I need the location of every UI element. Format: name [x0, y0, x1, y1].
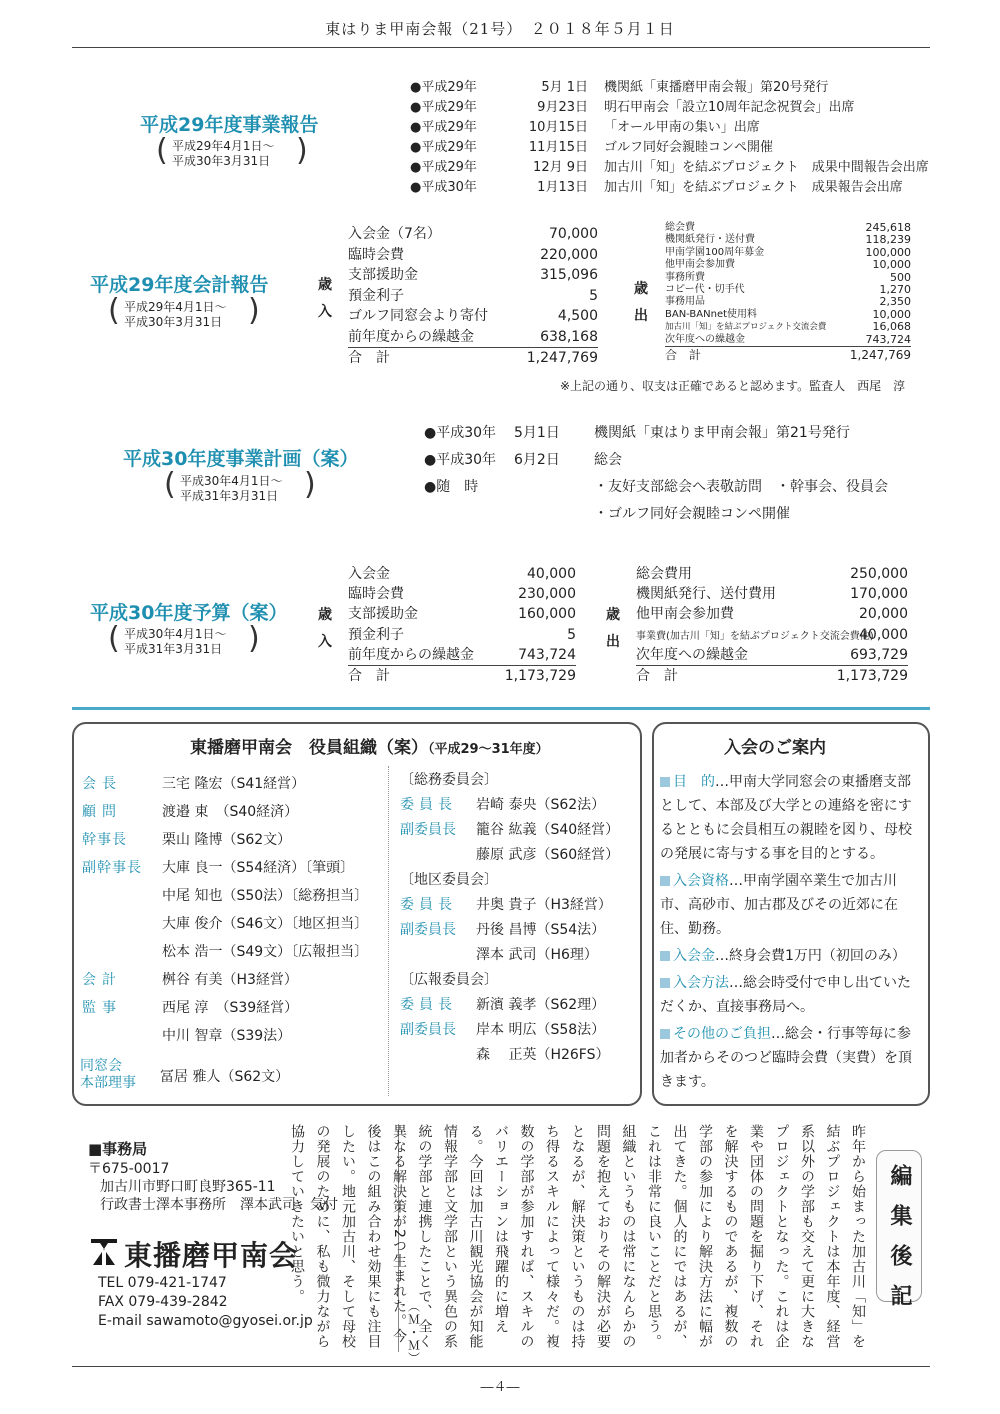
budget30-expense-table — [636, 564, 908, 686]
report29-period: 平成29年4月1日〜 平成30年3月31日 — [172, 139, 275, 168]
officer-row — [82, 798, 382, 826]
finance-amount: 500 — [890, 270, 911, 284]
committee-member-name: 藤原 武彦（S60経営） — [476, 847, 620, 863]
finance-amount: 2,350 — [879, 295, 911, 309]
finance-total-row — [636, 665, 908, 686]
office-label: ■事務局 — [88, 1140, 148, 1158]
report29-title: 平成29年度事業報告 — [140, 114, 319, 136]
bullet-square-icon — [660, 1029, 670, 1039]
finance-row — [636, 564, 908, 584]
office-tel: TEL 079-421-1747 — [98, 1275, 227, 1291]
committee-heading — [400, 768, 632, 793]
officer-row — [82, 770, 382, 798]
finance-total-amount: 1,173,729 — [836, 667, 908, 684]
account29-expense-table — [665, 222, 911, 363]
plan30-period: 平成30年4月1日〜 平成31年3月31日 — [180, 474, 283, 503]
finance-amount: 16,068 — [872, 320, 911, 334]
event-date: 5月 1日 — [541, 80, 588, 95]
committee-member-name: 籠谷 紘義（S40経営） — [476, 822, 620, 838]
event-date: 9月23日 — [537, 100, 588, 115]
join-item — [660, 770, 920, 866]
event-year: ●平成29年 — [410, 80, 477, 95]
finance-row — [665, 296, 911, 308]
finance-row — [665, 234, 911, 246]
finance-amount: 638,168 — [540, 328, 598, 345]
event-year: ●平成29年 — [410, 160, 477, 175]
finance-row — [665, 259, 911, 271]
officer-name: 三宅 隆宏（S41経営） — [162, 776, 306, 792]
finance-item: BAN-BANnet使用料 — [665, 308, 758, 320]
plan-desc: 機関紙「東はりま甲南会報」第21号発行 — [594, 425, 850, 441]
join-item-heading: 入会金 — [673, 948, 715, 964]
finance-row — [348, 564, 576, 584]
newsletter-header: 東はりま甲南会報（21号） ２０１８年５月１日 — [325, 20, 675, 38]
plan-year: ●平成30年 — [424, 452, 497, 468]
join-item-body: …甲南学園卒業生で加古川市、高砂市、加古郡及びその近郊に在住、勤務。 — [660, 873, 898, 937]
postscript-title: 編集後記 — [887, 1164, 912, 1324]
plan30-item — [424, 474, 888, 501]
committee-member — [400, 943, 632, 968]
committee-member — [400, 918, 632, 943]
account29-income-label: 歳 入 — [318, 277, 332, 320]
page-number: ―４― — [480, 1380, 520, 1395]
event-desc: 「オール甲南の集い」出席 — [604, 120, 760, 135]
finance-amount: 743,724 — [865, 332, 911, 346]
committee-member — [400, 993, 632, 1018]
event-date: 12月 9日 — [533, 160, 588, 175]
plan-year: ●随 時 — [424, 479, 479, 495]
event-desc: 加古川「知」を結ぶプロジェクト 成果報告会出席 — [604, 180, 903, 195]
budget30-income-label: 歳 入 — [318, 607, 332, 650]
org-committees — [400, 768, 632, 1068]
bullet-square-icon — [660, 777, 670, 787]
officer-role: 幹事長 — [82, 832, 127, 848]
committee-heading — [400, 868, 632, 893]
event-desc: 機関紙「東播磨甲南会報」第20号発行 — [604, 80, 829, 95]
finance-amount: 100,000 — [865, 245, 911, 259]
finance-item: 加古川「知」を結ぶプロジェクト交流会費 — [665, 322, 827, 333]
finance-item: 事業費(加古川「知」を結ぶプロジェクト交流会費他) — [636, 630, 874, 642]
finance-total-row — [348, 665, 576, 686]
finance-amount: 5 — [567, 626, 576, 643]
org-title: 東播磨甲南会 役員組織（案）（平成29〜31年度） — [190, 738, 549, 758]
finance-amount: 170,000 — [850, 586, 908, 603]
plan-desc: ・ゴルフ同好会親睦コンペ開催 — [594, 506, 790, 522]
finance-row — [636, 604, 908, 624]
finance-item: 臨時会費 — [348, 586, 404, 603]
event-date: 11月15日 — [528, 140, 588, 155]
finance-item: 入会金 — [348, 566, 390, 582]
alumni-role: 同窓会 本部理事 — [80, 1058, 136, 1091]
finance-amount: 743,724 — [518, 646, 576, 663]
finance-total-label: 合 計 — [348, 350, 390, 366]
report29-paren-left: ( — [156, 133, 168, 168]
plan-desc: ・友好支部総会へ表敬訪問 ・幹事会、役員会 — [594, 479, 888, 495]
committee-member — [400, 818, 632, 843]
plan30-paren-left: ( — [164, 467, 176, 502]
committee-member — [400, 793, 632, 818]
committee-role: 委員長 — [400, 997, 457, 1013]
event-desc: 加古川「知」を結ぶプロジェクト 成果中間報告会出席 — [604, 160, 929, 175]
finance-item: 預金利子 — [348, 626, 404, 643]
org-officers — [82, 770, 382, 1050]
finance-item: 事務用品 — [665, 296, 705, 308]
event-desc: ゴルフ同好会親睦コンペ開催 — [604, 140, 774, 155]
officer-name: 大庫 良一（S54経済）〔筆頭〕 — [162, 860, 355, 876]
report29-event — [410, 118, 929, 138]
committee-member-name: 丹後 昌博（S54法） — [476, 922, 606, 938]
officer-row — [82, 826, 382, 854]
committee-name: 〔総務委員会〕 — [400, 772, 498, 788]
join-item-body: …甲南大学同窓会の東播磨支部として、本部及び大学との連絡を密にするとともに会員相互の親睦を図り、母校の発展に寄与する事を目的とする。 — [660, 774, 912, 862]
officer-role: 副幹事長 — [82, 860, 142, 876]
officer-name: 桝谷 有美（H3経営） — [162, 972, 298, 988]
finance-row — [665, 334, 911, 346]
join-item — [660, 971, 920, 1019]
office-fax: FAX 079-439-2842 — [98, 1294, 228, 1310]
budget30-expense-label: 歳 出 — [606, 607, 620, 650]
event-year: ●平成30年 — [410, 180, 477, 195]
finance-row — [348, 327, 598, 348]
postscript-body: 昨年から始まった加古川「知」を結ぶプロジェクトは本年度、経営系以外の学部も交えて更に大きなプロジェクトとなった。これは企業や団体の問題を掘り下げ、それを解決するものであるが、複数の学部の参加により解決方法に幅が出てきた。個人的にではあるが、これは非常に良いことだと思う。組織というものは常になんらかの問題を抱えておりその解決が必要となるが、解決策というものは持ち得るスキルによって様々だ。複数の学部が参加すれば、スキルのバリエーションは飛躍的に増える。今回は加古川観光協会が知能情報学部と文学部という異色の系統の学部と連携したことで、全く異なる解決策が2つ生まれた。今後はこの組み合わせ効果にも注目したい。地元加古川、そして母校の発展のために、私も微力ながら協力していきたいと思う。 — [289, 1124, 866, 1349]
footer-rule — [72, 1366, 930, 1367]
audit-note: ※上記の通り、収支は正確であると認めます。監査人 西尾 淳 — [560, 379, 906, 393]
finance-item: コピー代・切手代 — [665, 283, 745, 295]
finance-total-amount: 1,247,769 — [526, 350, 598, 366]
finance-item: 機関紙発行、送付費用 — [636, 586, 776, 603]
finance-row — [348, 625, 576, 645]
bullet-square-icon — [660, 876, 670, 886]
officer-name: 大庫 俊介（S46文）〔地区担当〕 — [162, 916, 369, 932]
office-email[interactable]: E-mail sawamoto@gyosei.or.jp — [98, 1313, 313, 1329]
officer-name: 中川 智章（S39法） — [162, 1028, 292, 1044]
plan-date: 6月2日 — [514, 452, 560, 468]
finance-total-label: 合 計 — [665, 347, 702, 362]
committee-name: 〔広報委員会〕 — [400, 972, 498, 988]
finance-row — [636, 625, 908, 645]
plan-desc: 総会 — [594, 452, 622, 468]
office-postal: 〒675-0017 — [88, 1161, 170, 1177]
budget30-paren-left: ( — [108, 621, 120, 656]
join-item-body: …総会・行事等毎に参加者からそのつど臨時会費（実費）を頂きます。 — [660, 1026, 912, 1090]
finance-row — [348, 265, 598, 286]
committee-member — [400, 893, 632, 918]
finance-total-amount: 1,247,769 — [849, 347, 911, 362]
finance-amount: 118,239 — [865, 233, 911, 247]
finance-item: 事務所費 — [665, 271, 705, 283]
committee-member-name: 岩崎 泰央（S62法） — [476, 797, 606, 813]
officer-name: 渡邉 東 （S40経済） — [162, 804, 299, 820]
committee-name: 〔地区委員会〕 — [400, 872, 498, 888]
join-item — [660, 944, 920, 968]
bullet-square-icon — [660, 951, 670, 961]
finance-item: 総会費 — [665, 222, 695, 233]
officer-row — [82, 966, 382, 994]
finance-amount: 40,000 — [859, 626, 908, 643]
finance-item: 支部援助金 — [348, 267, 418, 283]
committee-member-name: 新濱 義孝（S62理） — [476, 997, 606, 1013]
budget30-title: 平成30年度予算（案） — [90, 602, 288, 624]
org-logo-mark — [88, 1236, 120, 1272]
event-year: ●平成29年 — [410, 120, 477, 135]
officer-row — [82, 910, 382, 938]
report29-event — [410, 178, 929, 198]
committee-member — [400, 1018, 632, 1043]
plan30-item — [424, 420, 888, 447]
officer-role: 会計 — [82, 972, 122, 988]
join-item — [660, 869, 920, 941]
finance-amount: 250,000 — [850, 566, 908, 582]
alumni-name: 冨居 雅人（S62文） — [160, 1069, 290, 1085]
finance-item: 他甲南会参加費 — [665, 259, 735, 271]
plan30-list — [424, 420, 888, 528]
join-item-heading: 目 的 — [673, 774, 715, 790]
postscript-sign: （Ｍ・Ｍ） — [406, 1300, 421, 1365]
budget30-period: 平成30年4月1日〜 平成31年3月31日 — [124, 627, 227, 656]
office-address: 加古川市野口町良野365-11 — [100, 1179, 276, 1195]
finance-row — [348, 224, 598, 245]
finance-item: 甲南学園100周年募金 — [665, 246, 765, 258]
committee-member-name: 澤本 武司（H6理） — [476, 947, 598, 963]
finance-item: 入会金（7名） — [348, 226, 441, 242]
report29-event-list — [410, 78, 929, 198]
finance-item: 前年度からの繰越金 — [348, 328, 474, 345]
finance-item: 預金利子 — [348, 287, 404, 304]
account29-paren-left: ( — [108, 293, 120, 328]
account29-income-table — [348, 224, 598, 368]
committee-member-name: 岸本 明広（S58法） — [476, 1022, 606, 1038]
plan30-item — [424, 501, 888, 528]
join-item-body: …終身会費1万円（初回のみ） — [715, 948, 906, 964]
finance-amount: 1,270 — [879, 282, 911, 296]
finance-total-row — [665, 346, 911, 363]
committee-heading — [400, 968, 632, 993]
finance-amount: 40,000 — [527, 566, 576, 582]
finance-total-label: 合 計 — [348, 667, 390, 684]
finance-item: ゴルフ同窓会より寄付 — [348, 308, 488, 324]
officer-role: 顧問 — [82, 804, 122, 820]
finance-amount: 4,500 — [557, 308, 598, 324]
finance-row — [665, 272, 911, 284]
finance-item: 前年度からの繰越金 — [348, 646, 474, 663]
finance-amount: 230,000 — [518, 586, 576, 603]
join-item-body: …総会時受付で申し出ていただくか、直接事務局へ。 — [660, 975, 911, 1015]
account29-expense-label: 歳 出 — [634, 281, 648, 324]
finance-amount: 5 — [589, 287, 598, 304]
budget30-income-table — [348, 564, 576, 686]
join-item — [660, 1022, 920, 1094]
join-info — [660, 770, 920, 1097]
org-logo-text: 東播磨甲南会 — [124, 1239, 299, 1272]
committee-role: 副委員長 — [400, 922, 456, 938]
finance-item: 総会費用 — [636, 566, 692, 582]
finance-item: 支部援助金 — [348, 606, 418, 623]
finance-item: 機関紙発行・送付費 — [665, 234, 755, 246]
plan-date: 5月1日 — [514, 425, 560, 441]
officer-row — [82, 994, 382, 1022]
finance-row — [348, 604, 576, 624]
committee-member-name: 井奥 貴子（H3経営） — [476, 897, 612, 913]
committee-member — [400, 843, 632, 868]
plan30-paren-right: ) — [304, 467, 316, 502]
join-title: 入会のご案内 — [724, 738, 826, 758]
budget30-paren-right: ) — [248, 621, 260, 656]
report29-event — [410, 158, 929, 178]
event-date: 10月15日 — [528, 120, 588, 135]
officer-name: 西尾 淳 （S39経営） — [162, 1000, 299, 1016]
finance-total-label: 合 計 — [636, 667, 678, 684]
finance-amount: 10,000 — [872, 307, 911, 321]
finance-row — [665, 284, 911, 296]
committee-role: 副委員長 — [400, 822, 456, 838]
office-care-of: 行政書士澤本事務所 澤本武司 気付 — [100, 1197, 338, 1213]
finance-row — [636, 584, 908, 604]
finance-amount: 160,000 — [518, 606, 576, 623]
officer-role: 監事 — [82, 1000, 122, 1016]
finance-row — [348, 245, 598, 266]
officer-role: 会長 — [82, 776, 122, 792]
report29-event — [410, 98, 929, 118]
committee-role: 委員長 — [400, 897, 457, 913]
report29-paren-right: ) — [296, 133, 308, 168]
finance-item: 次年度への繰越金 — [636, 646, 748, 663]
finance-row — [348, 306, 598, 327]
finance-amount: 245,618 — [865, 221, 911, 234]
finance-row — [636, 645, 908, 665]
finance-row — [348, 286, 598, 307]
officer-row — [82, 1022, 382, 1050]
account29-paren-right: ) — [248, 293, 260, 328]
finance-amount: 693,729 — [850, 646, 908, 663]
account29-period: 平成29年4月1日〜 平成30年3月31日 — [124, 300, 227, 329]
finance-total-row — [348, 347, 598, 368]
report29-event — [410, 138, 929, 158]
finance-amount: 70,000 — [549, 226, 598, 242]
plan30-item — [424, 447, 888, 474]
section-divider — [72, 707, 930, 710]
finance-amount: 20,000 — [859, 606, 908, 623]
finance-item: 次年度への繰越金 — [665, 333, 745, 345]
event-year: ●平成29年 — [410, 140, 477, 155]
committee-member-name: 森 正英（H26FS） — [476, 1047, 610, 1063]
report29-event — [410, 78, 929, 98]
plan30-title: 平成30年度事業計画（案） — [123, 448, 359, 470]
officer-name: 中尾 知也（S50法）〔総務担当〕 — [162, 888, 369, 904]
finance-amount: 10,000 — [872, 258, 911, 272]
org-column-divider — [388, 766, 389, 1096]
finance-row — [348, 584, 576, 604]
join-item-heading: 入会資格 — [673, 873, 729, 889]
finance-item: 他甲南会参加費 — [636, 606, 734, 623]
join-item-heading: その他のご負担 — [673, 1026, 771, 1042]
officer-row — [82, 882, 382, 910]
finance-item: 臨時会費 — [348, 246, 404, 263]
header-rule — [72, 47, 930, 48]
finance-total-amount: 1,173,729 — [504, 667, 576, 684]
officer-row — [82, 854, 382, 882]
committee-member — [400, 1043, 632, 1068]
account29-title: 平成29年度会計報告 — [90, 274, 269, 296]
finance-row — [348, 645, 576, 665]
finance-amount: 315,096 — [540, 267, 598, 283]
plan-year: ●平成30年 — [424, 425, 497, 441]
finance-row — [665, 321, 911, 333]
officer-row — [82, 938, 382, 966]
committee-role: 委員長 — [400, 797, 457, 813]
join-item-heading: 入会方法 — [673, 975, 729, 991]
committee-role: 副委員長 — [400, 1022, 456, 1038]
officer-name: 松本 浩一（S49文）〔広報担当〕 — [162, 944, 369, 960]
bullet-square-icon — [660, 978, 670, 988]
event-date: 1月13日 — [537, 180, 588, 195]
event-year: ●平成29年 — [410, 100, 477, 115]
event-desc: 明石甲南会「設立10周年記念祝賀会」出席 — [604, 100, 855, 115]
finance-amount: 220,000 — [540, 246, 598, 263]
officer-name: 栗山 隆博（S62文） — [162, 832, 292, 848]
